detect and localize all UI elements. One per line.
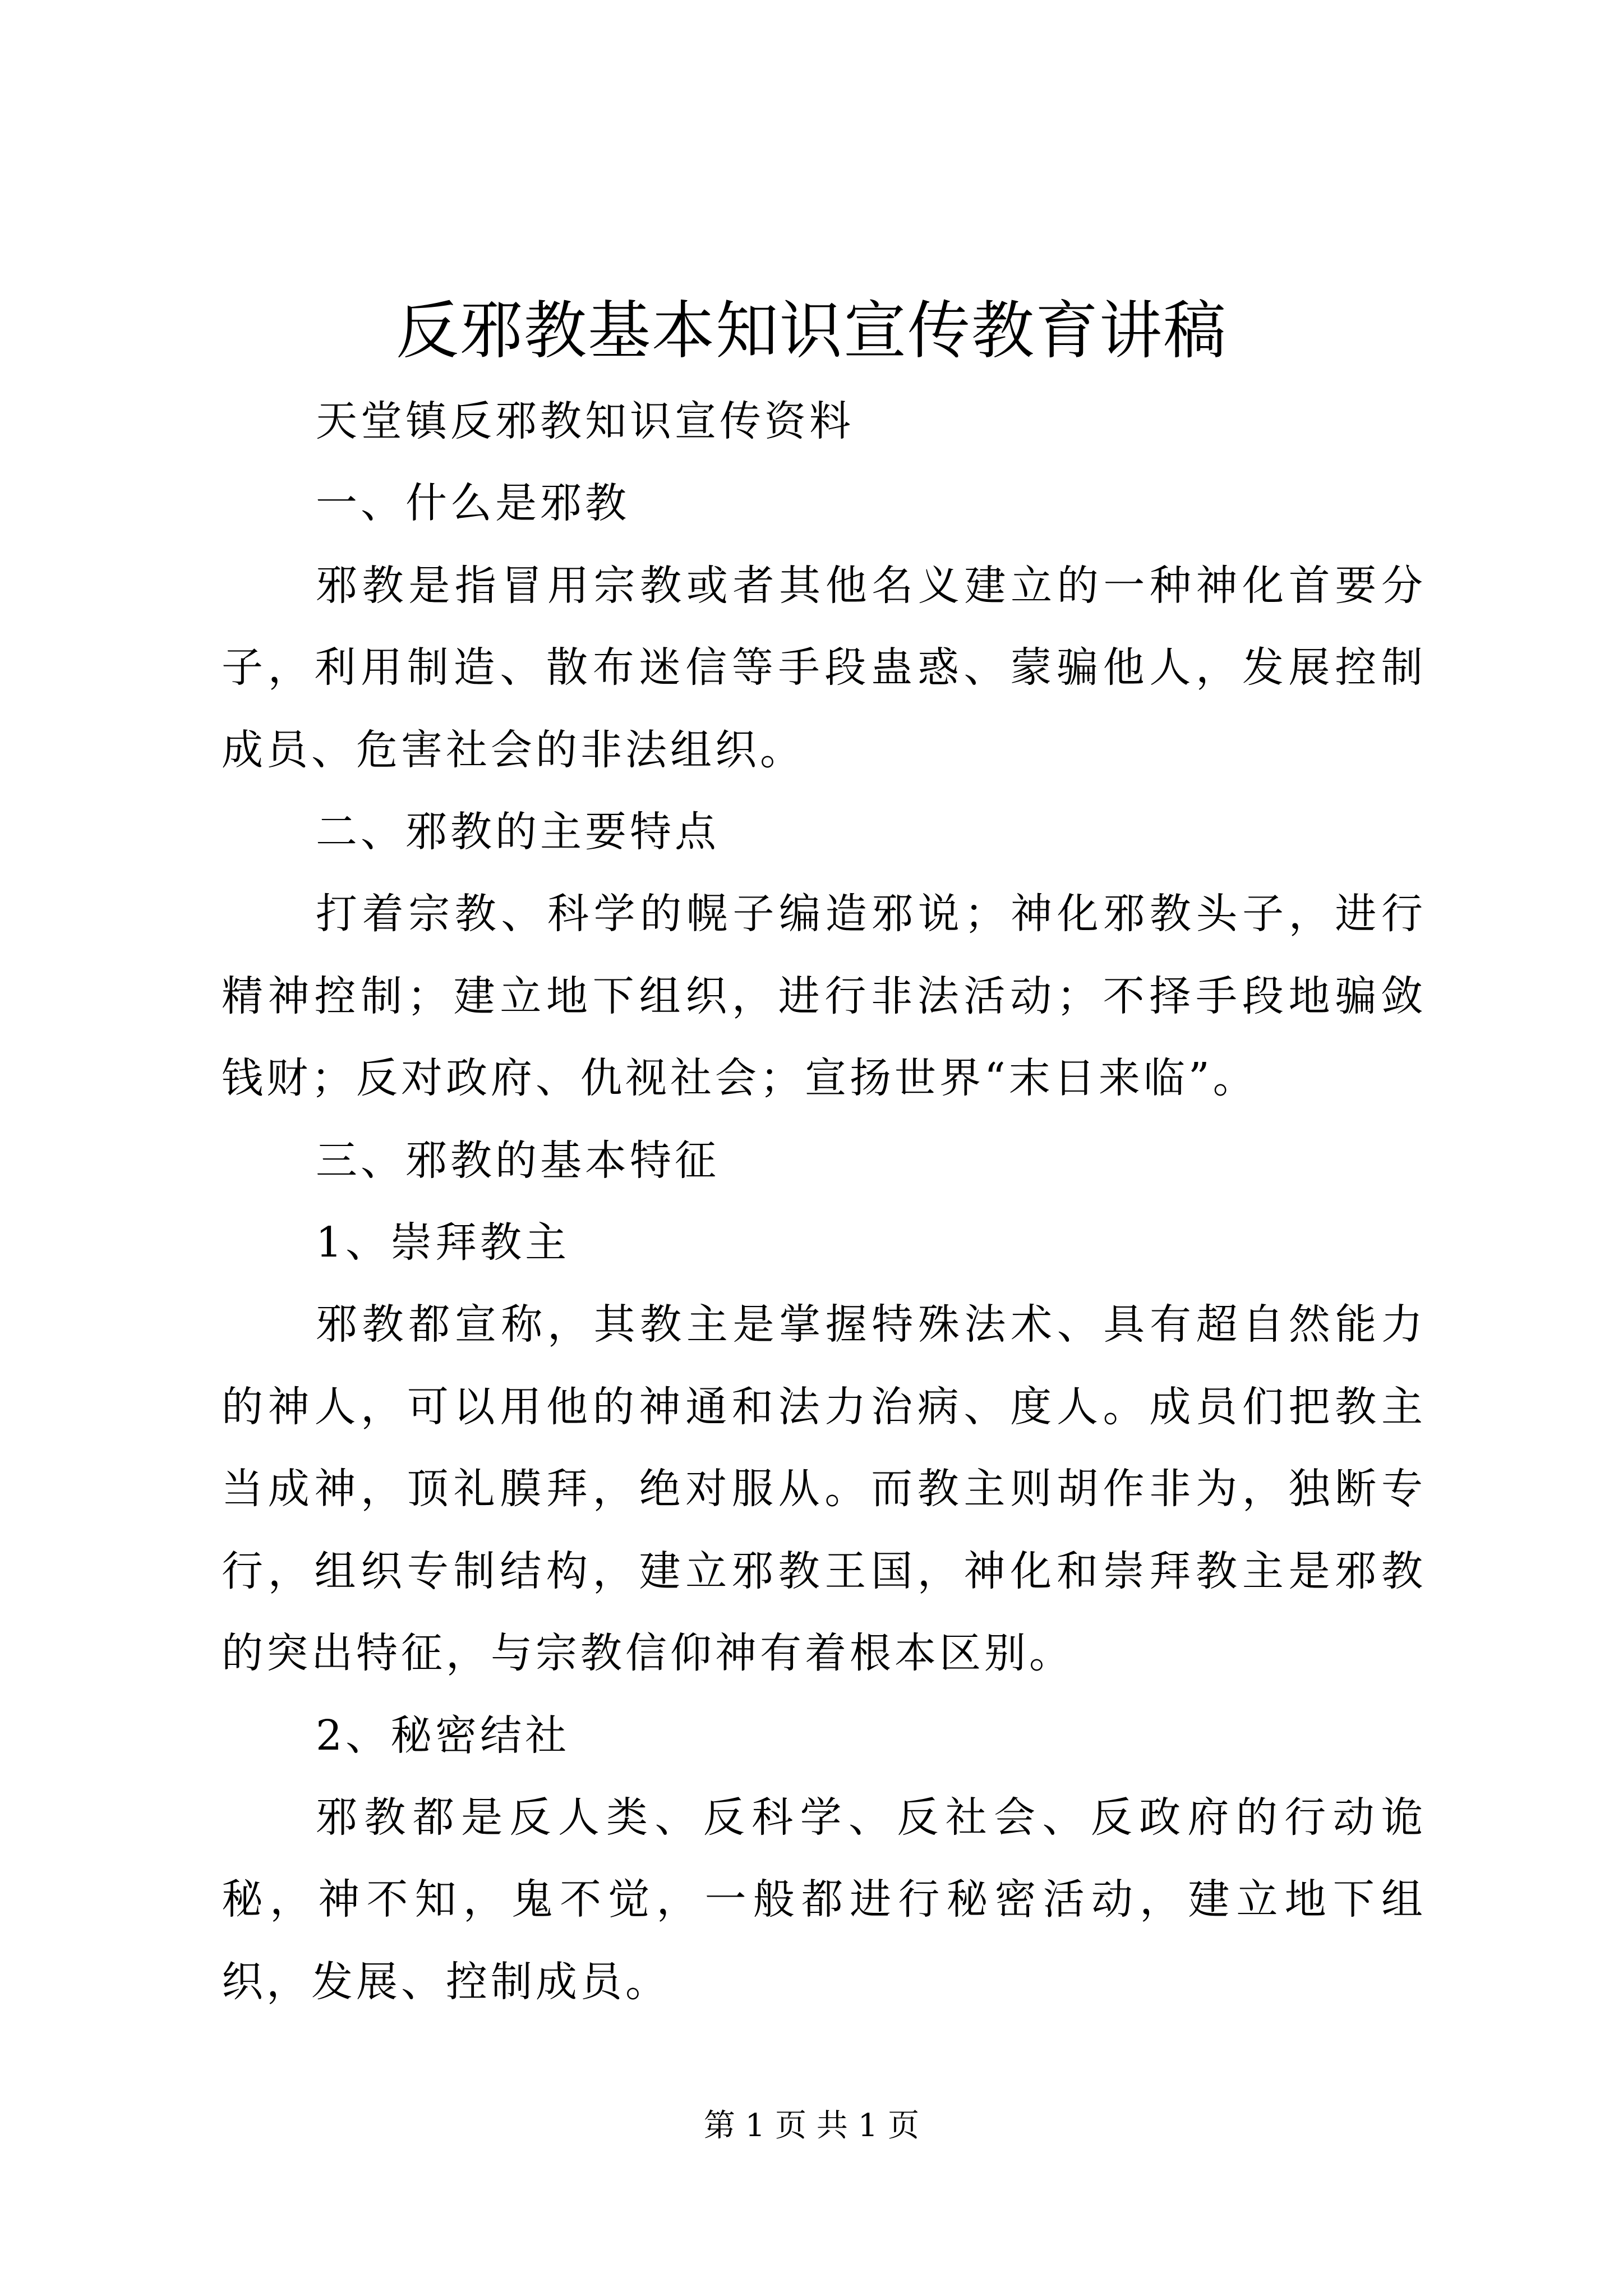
subsection-heading-2: 2、秘密结社 — [316, 1711, 570, 1760]
subsection-heading-1: 1、崇拜教主 — [316, 1218, 570, 1267]
paragraph: 邪教是指冒用宗教或者其他名义建立的一种神化首要分子，利用制造、散布迷信等手段蛊惑、蒙骗他人，发展控制成员、危害社会的非法组织。 — [222, 561, 1426, 774]
section-heading-1: 一、什么是邪教 — [316, 479, 630, 528]
paragraph-subtitle: 天堂镇反邪教知识宣传资料 — [316, 397, 854, 445]
section-heading-3: 三、邪教的基本特征 — [316, 1136, 720, 1185]
document-title: 反邪教基本知识宣传教育讲稿 — [396, 295, 1227, 367]
paragraph: 邪教都宣称，其教主是掌握特殊法术、具有超自然能力的神人，可以用他的神通和法力治病、度人。成员们把教主当成神，顶礼膜拜，绝对服从。而教主则胡作非为，独断专行，组织专制结构，建立邪教王国，神化和崇拜教主是邪教的突出特征，与宗教信仰神有着根本区别。 — [222, 1300, 1426, 1678]
page-footer: 第 1 页 共 1 页 — [703, 2108, 920, 2144]
paragraph: 打着宗教、科学的幌子编造邪说；神化邪教头子，进行精神控制；建立地下组织，进行非法活动；不择手段地骗敛钱财；反对政府、仇视社会；宣扬世界“末日来临”。 — [222, 890, 1426, 1103]
section-heading-2: 二、邪教的主要特点 — [316, 808, 720, 857]
paragraph: 邪教都是反人类、反科学、反社会、反政府的行动诡秘，神不知，鬼不觉，一般都进行秘密活动，建立地下组织，发展、控制成员。 — [222, 1793, 1426, 2006]
document-body — [222, 380, 1426, 2023]
